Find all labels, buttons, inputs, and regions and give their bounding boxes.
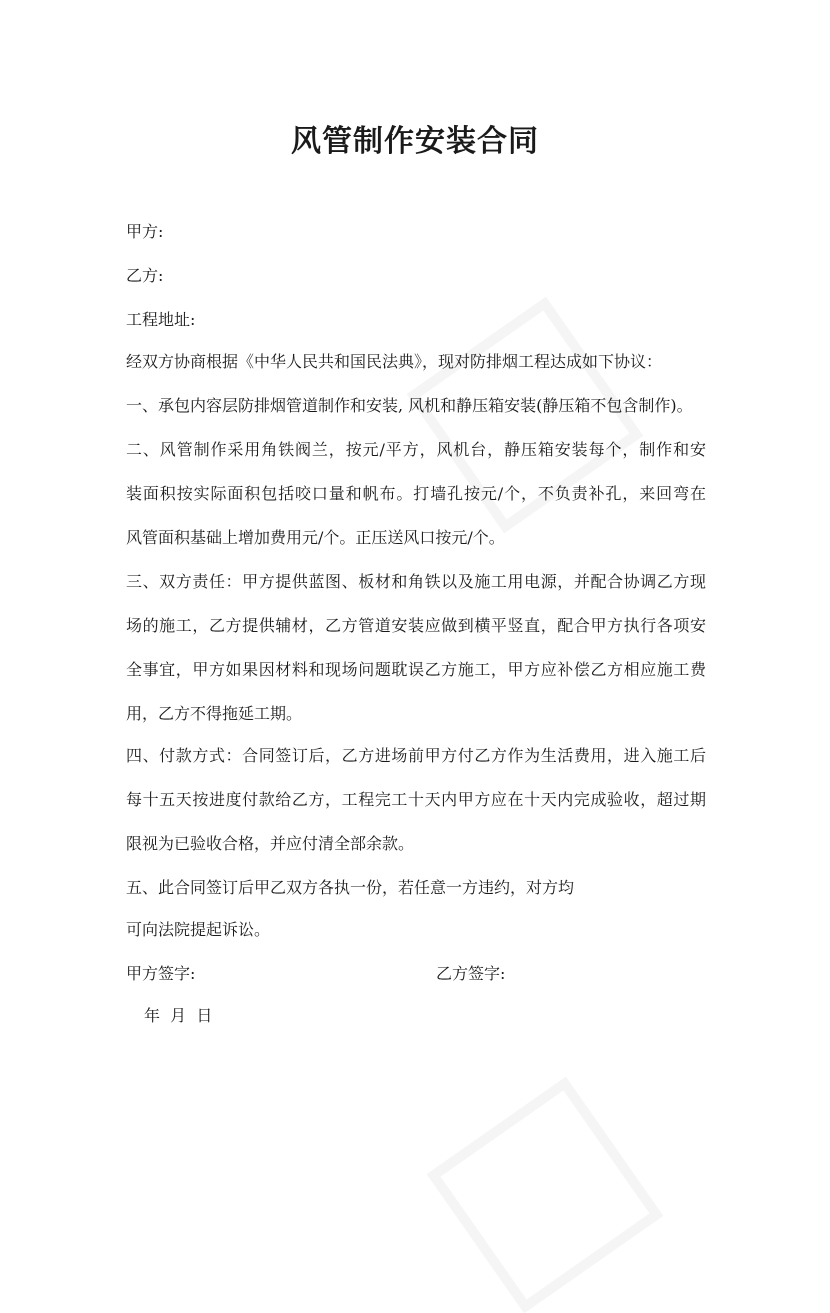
clause-5-line: 可向法院提起诉讼。 — [126, 920, 271, 939]
date-line: 年 月 日 — [144, 1006, 213, 1025]
clause-4-line: 每十五天按进度付款给乙方，工程完工十天内甲方应在十天内完成验收，超过期 — [126, 790, 706, 809]
clause-3-line: 全事宜，甲方如果因材料和现场问题耽误乙方施工，甲方应补偿乙方相应施工费 — [126, 660, 706, 679]
document-title: 风管制作安装合同 — [291, 124, 539, 159]
party-b-signature-label: 乙方签字: — [436, 964, 506, 983]
clause-2-line: 装面积按实际面积包括咬口量和帆布。打墙孔按元/个，不负责补孔，来回弯在 — [126, 484, 706, 503]
clause-2-line: 风管面积基础上增加费用元/个。正压送风口按元/个。 — [126, 528, 505, 547]
clause-2-line: 二、风管制作采用角铁阀兰，按元/平方，风机台，静压箱安装每个，制作和安 — [126, 440, 706, 459]
clause-3-line: 场的施工，乙方提供辅材，乙方管道安装应做到横平竖直，配合甲方执行各项安 — [126, 616, 706, 635]
clause-3-line: 用，乙方不得拖延工期。 — [126, 704, 303, 723]
intro-paragraph: 经双方协商根据《中华人民共和国民法典》，现对防排烟工程达成如下协议： — [126, 352, 663, 371]
project-address-label: 工程地址: — [126, 310, 196, 329]
clause-1: 一、承包内容层防排烟管道制作和安装, 风机和静压箱安装(静压箱不包含制作)。 — [126, 396, 693, 415]
clause-3-line: 三、双方责任：甲方提供蓝图、板材和角铁以及施工用电源，并配合协调乙方现 — [126, 572, 706, 591]
clause-4-line: 限视为已验收合格，并应付清全部余款。 — [126, 834, 415, 853]
party-a-signature-label: 甲方签字: — [126, 964, 196, 983]
clause-5-line: 五、此合同签订后甲乙双方各执一份，若任意一方违约，对方均 — [126, 878, 575, 897]
watermark — [427, 1077, 664, 1313]
party-a-label: 甲方: — [126, 222, 164, 241]
party-b-label: 乙方: — [126, 266, 164, 285]
clause-4-line: 四、付款方式：合同签订后，乙方进场前甲方付乙方作为生活费用，进入施工后 — [126, 746, 706, 765]
